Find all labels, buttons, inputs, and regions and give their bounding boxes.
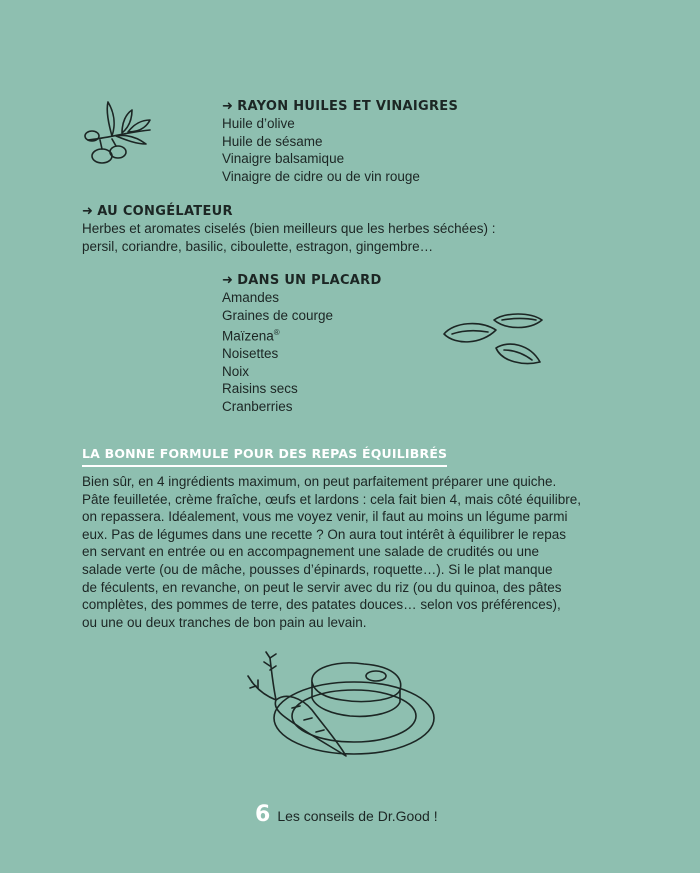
arrow-icon: ➜ [222, 273, 234, 288]
page-number: 6 [255, 802, 271, 827]
cupboard-list [222, 289, 382, 416]
trademark: ® [273, 328, 280, 338]
oils-list [222, 115, 458, 185]
freezer-line: Herbes et aromates ciselés (bien meilleurs que les herbes séchées) : [82, 221, 496, 236]
freezer-line: persil, coriandre, basilic, ciboulette, estragon, gingembre… [82, 238, 434, 254]
list-item: Noisettes [222, 346, 279, 362]
list-item: Vinaigre balsamique [222, 151, 345, 167]
plate-meat-carrot-icon [246, 646, 438, 764]
section-cupboard-title: ➜ DANS UN PLACARD [222, 273, 382, 288]
arrow-icon: ➜ [82, 204, 94, 219]
paragraph-line: ou une ou deux tranches de bon pain au levain. [82, 614, 367, 630]
list-item: Noix [222, 363, 250, 379]
paragraph-line: salade verte (ou de mâche, pousses d’épinards, roquette…). Si le plat manque [82, 561, 553, 577]
list-item: Huile d’olive [222, 116, 295, 131]
list-item-maizena: Maïzena® [222, 328, 280, 344]
paragraph-line: eux. Pas de légumes dans une recette ? On aura tout intérêt à équilibrer le repas [82, 526, 567, 542]
paragraph-line: on repassera. Idéalement, vous me voyez venir, il faut au moins un légume parmi [82, 509, 568, 525]
paragraph-line: de féculents, en revanche, on peut le servir avec du riz (ou du quinoa, des pâtes [82, 579, 562, 595]
page-footer [255, 802, 438, 827]
section-oils-title: ➜ RAYON HUILES ET VINAIGRES [222, 99, 459, 114]
paragraph-line: Bien sûr, en 4 ingrédients maximum, on peut parfaitement préparer une quiche. [82, 474, 557, 489]
paragraph-line: complètes, des pommes de terre, des patates douces… selon vos préférences), [82, 597, 561, 613]
formula-title: LA BONNE FORMULE POUR DES REPAS ÉQUILIBRÉS [82, 446, 447, 467]
arrow-icon: ➜ [222, 99, 234, 114]
section-oils [222, 98, 458, 185]
paragraph-line: Pâte feuilletée, crème fraîche, œufs et lardons : cela fait bien 4, mais côté équilibre, [82, 491, 581, 507]
section-freezer-title: ➜ AU CONGÉLATEUR [82, 204, 233, 219]
list-item: Cranberries [222, 399, 293, 415]
footer-text: Les conseils de Dr.Good ! [277, 808, 438, 824]
list-item: Huile de sésame [222, 133, 323, 149]
formula-paragraph [82, 473, 642, 631]
list-item: Vinaigre de cidre ou de vin rouge [222, 168, 420, 184]
list-item: Raisins secs [222, 381, 298, 397]
list-item: Graines de courge [222, 307, 334, 323]
olive-branch-icon [78, 100, 158, 178]
section-freezer [82, 203, 495, 255]
section-cupboard [222, 272, 382, 416]
formula-heading [82, 445, 447, 463]
list-item: Amandes [222, 290, 280, 305]
almonds-icon [440, 310, 546, 372]
paragraph-line: en servant en entrée ou en accompagnement une salade de crudités ou une [82, 544, 540, 560]
